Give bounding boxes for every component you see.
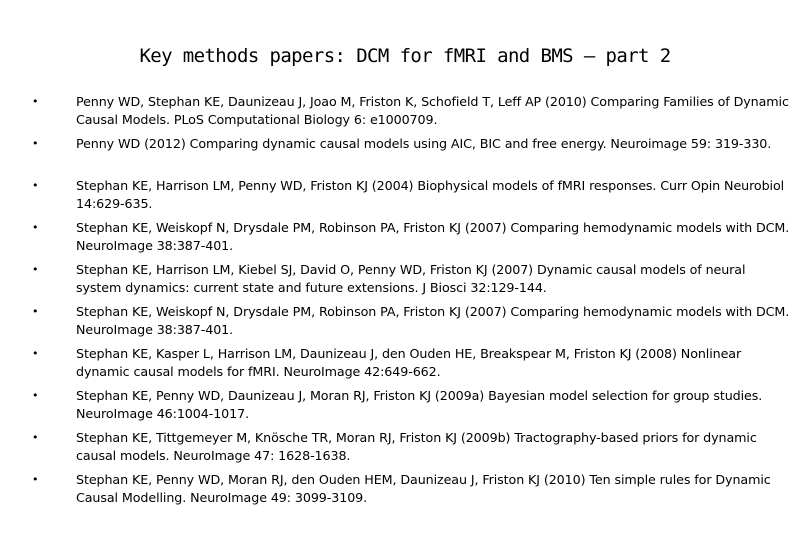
reference-item	[32, 135, 792, 171]
bullet-icon: •	[32, 179, 39, 192]
reference-item	[32, 261, 792, 297]
reference-text: Stephan KE, Weiskopf N, Drysdale PM, Robinson PA, Friston KJ (2007) Comparing hemodynamic models with DCM. NeuroImage 38:387-401.	[76, 304, 790, 337]
bullet-icon: •	[32, 431, 39, 444]
reference-text: Stephan KE, Harrison LM, Kiebel SJ, David O, Penny WD, Friston KJ (2007) Dynamic causal models of neural system dynamics: current state and future extensions. J Biosci 32:129-144.	[76, 262, 746, 295]
reference-list	[32, 93, 792, 513]
reference-item	[32, 303, 792, 339]
bullet-icon: •	[32, 137, 39, 150]
reference-item	[32, 345, 792, 381]
bullet-icon: •	[32, 221, 39, 234]
reference-item	[32, 387, 792, 423]
bullet-icon: •	[32, 347, 39, 360]
reference-text: Stephan KE, Weiskopf N, Drysdale PM, Robinson PA, Friston KJ (2007) Comparing hemodynamic models with DCM. NeuroImage 38:387-401.	[76, 220, 790, 253]
bullet-icon: •	[32, 473, 39, 486]
reference-item	[32, 219, 792, 255]
reference-text: Penny WD, Stephan KE, Daunizeau J, Joao M, Friston K, Schofield T, Leff AP (2010) Comparing Families of Dynamic Causal Models. PLoS Computational Biology 6: e1000709.	[76, 94, 789, 127]
reference-text: Stephan KE, Harrison LM, Penny WD, Friston KJ (2004) Biophysical models of fMRI responses. Curr Opin Neurobiol 14:629-635.	[76, 178, 785, 211]
reference-text: Stephan KE, Penny WD, Daunizeau J, Moran RJ, Friston KJ (2009a) Bayesian model selection for group studies. NeuroImage 46:1004-1017.	[76, 388, 763, 421]
reference-text: Penny WD (2012) Comparing dynamic causal models using AIC, BIC and free energy. Neuroimage 59: 319-330.	[76, 136, 772, 151]
reference-item	[32, 429, 792, 465]
reference-text: Stephan KE, Penny WD, Moran RJ, den Ouden HEM, Daunizeau J, Friston KJ (2010) Ten simple rules for Dynamic Causal Modelling. NeuroImage 49: 3099-3109.	[76, 472, 771, 505]
reference-text: Stephan KE, Tittgemeyer M, Knösche TR, Moran RJ, Friston KJ (2009b) Tractography-based priors for dynamic causal models. NeuroImage 47: 1628-1638.	[76, 430, 757, 463]
slide-title: Key methods papers: DCM for fMRI and BMS – part 2	[139, 45, 671, 67]
reference-item	[32, 93, 792, 129]
reference-text: Stephan KE, Kasper L, Harrison LM, Daunizeau J, den Ouden HE, Breakspear M, Friston KJ (2008) Nonlinear dynamic causal models for fMRI. NeuroImage 42:649-662.	[76, 346, 742, 379]
bullet-icon: •	[32, 305, 39, 318]
bullet-icon: •	[32, 263, 39, 276]
bullet-icon: •	[32, 389, 39, 402]
reference-item	[32, 177, 792, 213]
reference-item	[32, 471, 792, 507]
bullet-icon: •	[32, 95, 39, 108]
